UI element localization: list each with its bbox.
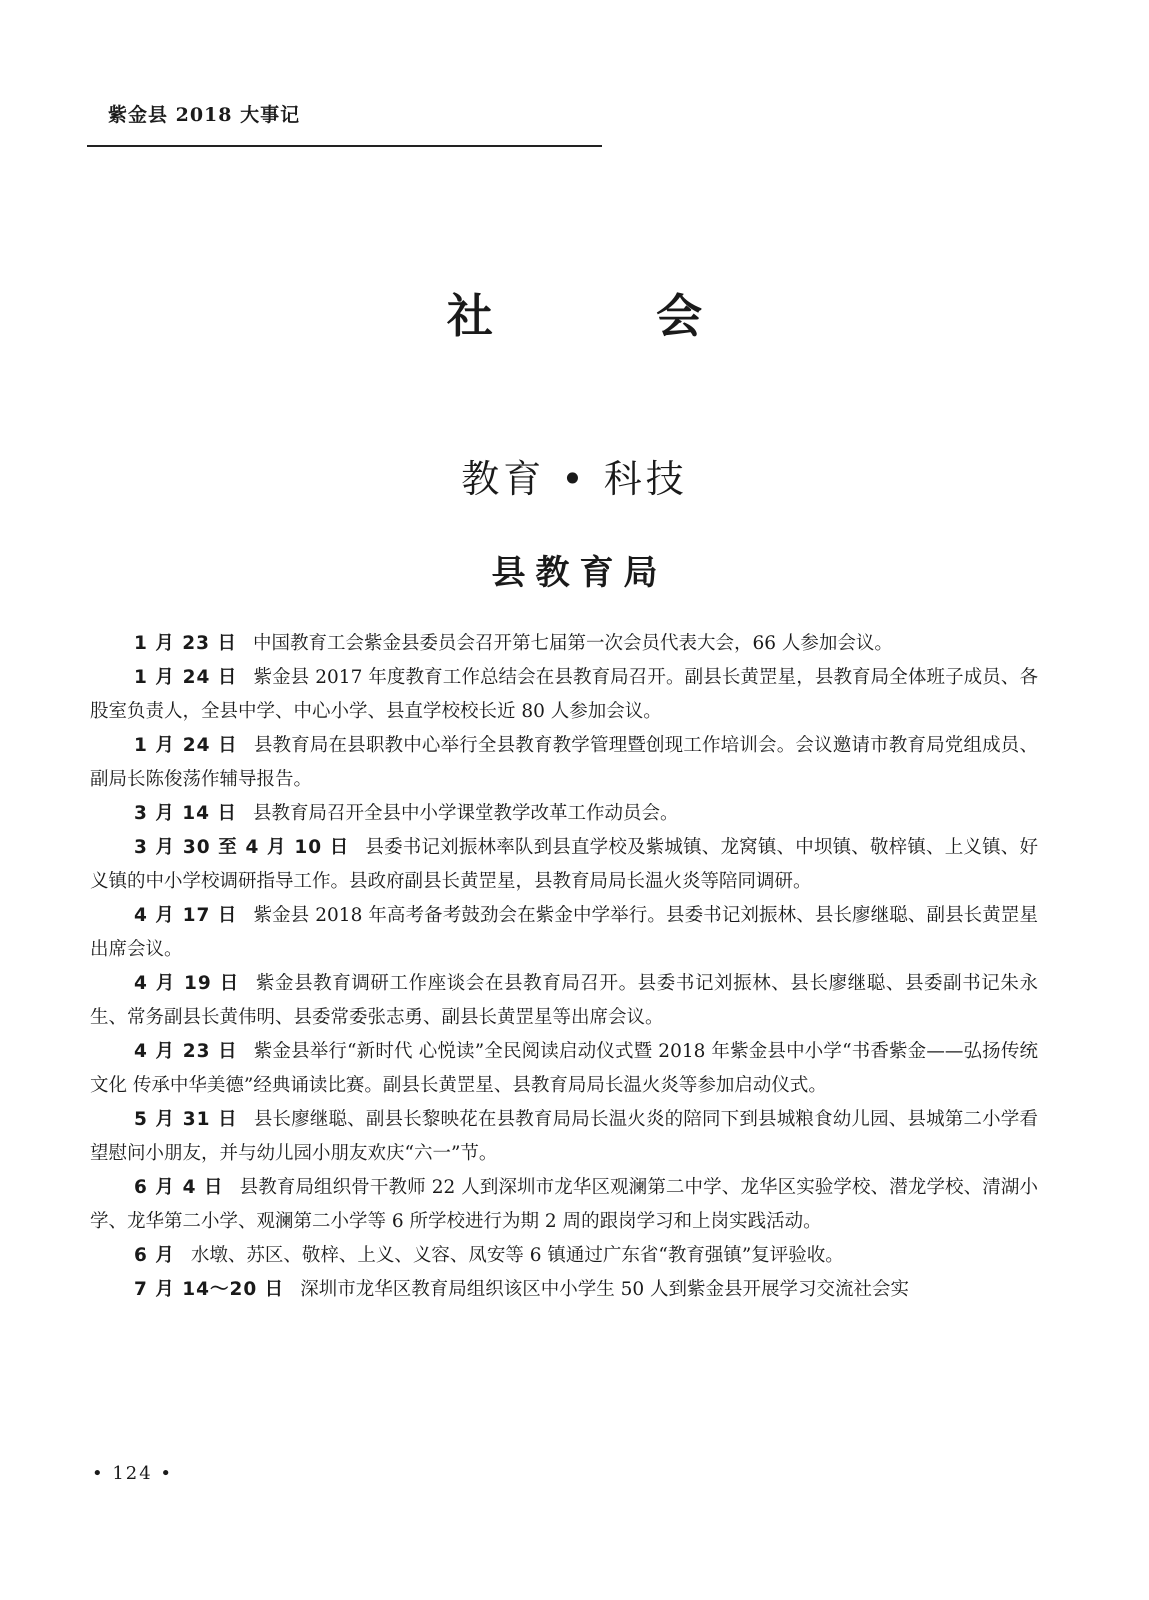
- entry-text: 紫金县举行“新时代 心悦读”全民阅读启动仪式暨 2018 年紫金县中小学“书香紫金——弘扬传统文化 传承中华美德”经典诵读比赛。副县长黄罡星、县教育局局长温火炎等参加启动仪式。: [90, 1041, 1038, 1096]
- entry: [90, 1273, 1038, 1307]
- entry: [90, 627, 1038, 661]
- entry-date: 4 月 23 日: [134, 1041, 238, 1062]
- entry-date: 1 月 23 日: [134, 633, 237, 654]
- entry-list: [90, 627, 1038, 1307]
- entry-date: 6 月 4 日: [134, 1177, 224, 1198]
- entry: [90, 1035, 1038, 1103]
- entry: [90, 899, 1038, 967]
- entry-date: 1 月 24 日: [134, 735, 238, 756]
- entry-date: 3 月 14 日: [134, 803, 237, 824]
- entry-date: 5 月 31 日: [134, 1109, 238, 1130]
- entry-text: 县教育局组织骨干教师 22 人到深圳市龙华区观澜第二中学、龙华区实验学校、潜龙学校、清湖小学、龙华第二小学、观澜第二小学等 6 所学校进行为期 2 周的跟岗学习和上岗实践活动。: [90, 1177, 1038, 1232]
- entry: [90, 1171, 1038, 1239]
- entry: [90, 729, 1038, 797]
- page-number: • 124 •: [92, 1463, 174, 1484]
- entry-text: 县长廖继聪、副县长黎映花在县教育局局长温火炎的陪同下到县城粮食幼儿园、县城第二小学看望慰问小朋友，并与幼儿园小朋友欢庆“六一”节。: [90, 1109, 1038, 1164]
- entry: [90, 831, 1038, 899]
- entry-date: 4 月 19 日: [134, 973, 240, 994]
- entry: [90, 1103, 1038, 1171]
- entry-date: 6 月: [134, 1245, 175, 1266]
- chapter-title: 教育 • 科技: [461, 457, 688, 501]
- entry-date: 3 月 30 至 4 月 10 日: [134, 837, 350, 858]
- entry-text: 县委书记刘振林率队到县直学校及紫城镇、龙窝镇、中坝镇、敬梓镇、上义镇、好义镇的中小学校调研指导工作。县政府副县长黄罡星，县教育局局长温火炎等陪同调研。: [90, 837, 1038, 892]
- entry-text: 水墩、苏区、敬梓、上义、义容、凤安等 6 镇通过广东省“教育强镇”复评验收。: [190, 1245, 844, 1266]
- entry-text: 深圳市龙华区教育局组织该区中小学生 50 人到紫金县开展学习交流社会实: [300, 1279, 909, 1300]
- running-head: 紫金县 2018 大事记: [108, 104, 301, 126]
- sub-title: 县教育局: [491, 553, 668, 593]
- section-title: 社 会: [446, 289, 776, 343]
- entry-text: 县教育局召开全县中小学课堂教学改革工作动员会。: [252, 803, 679, 824]
- entry-text: 县教育局在县职教中心举行全县教育教学管理暨创现工作培训会。会议邀请市教育局党组成员、副局长陈俊荡作辅导报告。: [90, 735, 1038, 790]
- entry-date: 7 月 14～20 日: [134, 1279, 285, 1300]
- entry: [90, 661, 1038, 729]
- header-rule: [87, 145, 602, 147]
- entry-text: 中国教育工会紫金县委员会召开第七届第一次会员代表大会，66 人参加会议。: [252, 633, 893, 654]
- entry: [90, 797, 1038, 831]
- entry-text: 紫金县 2017 年度教育工作总结会在县教育局召开。副县长黄罡星，县教育局全体班子成员、各股室负责人，全县中学、中心小学、县直学校校长近 80 人参加会议。: [90, 667, 1038, 722]
- entry-date: 4 月 17 日: [134, 905, 238, 926]
- entry: [90, 967, 1038, 1035]
- entry: [90, 1239, 1038, 1273]
- entry-text: 紫金县 2018 年高考备考鼓劲会在紫金中学举行。县委书记刘振林、县长廖继聪、副县长黄罡星出席会议。: [90, 905, 1038, 960]
- entry-text: 紫金县教育调研工作座谈会在县教育局召开。县委书记刘振林、县长廖继聪、县委副书记朱永生、常务副县长黄伟明、县委常委张志勇、副县长黄罡星等出席会议。: [90, 973, 1038, 1028]
- entry-date: 1 月 24 日: [134, 667, 238, 688]
